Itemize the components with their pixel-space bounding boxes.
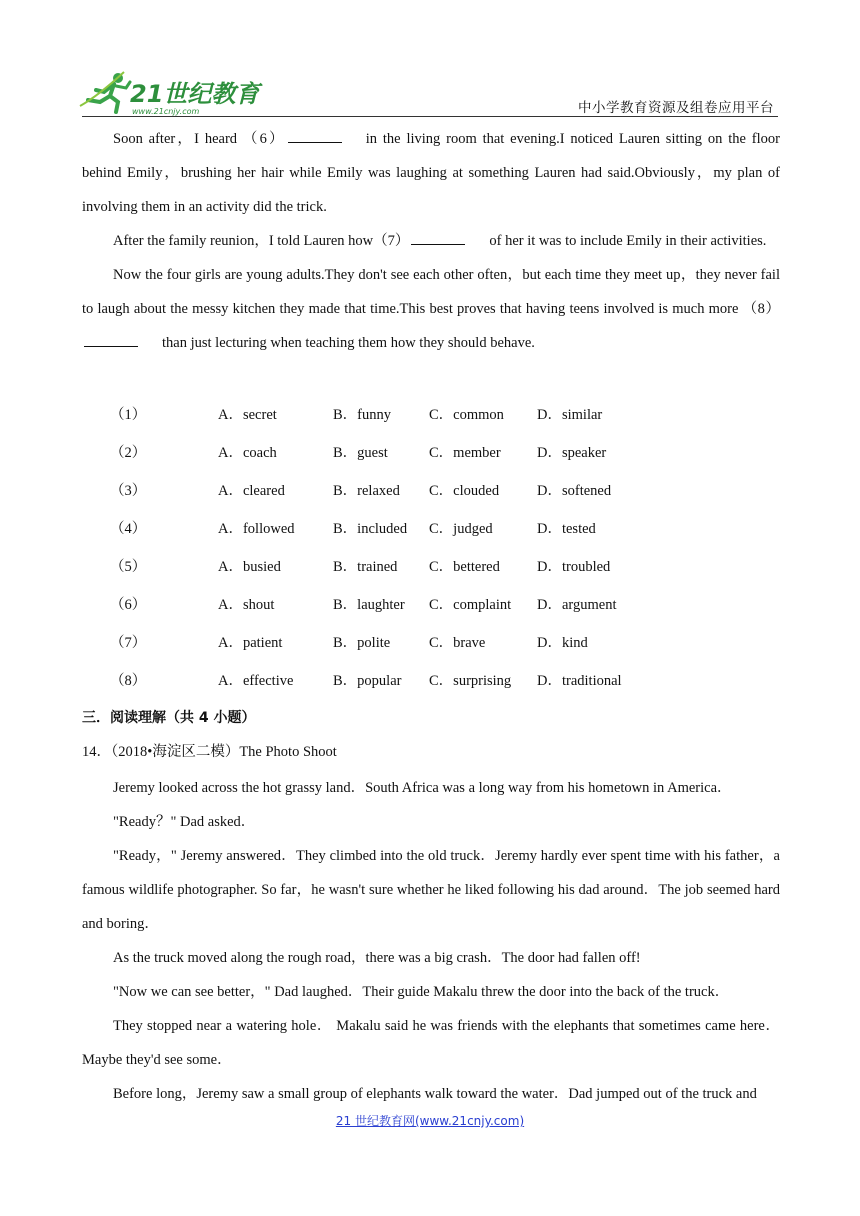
option-b: B．trained (333, 559, 398, 575)
option-number: （5） (110, 559, 147, 575)
page-content (82, 122, 780, 1111)
option-c: C．brave (429, 635, 486, 651)
option-d: D．argument (537, 597, 617, 613)
option-c: C．common (429, 407, 504, 423)
option-number: （2） (110, 445, 147, 461)
option-d: D．similar (537, 407, 603, 423)
option-c: C．clouded (429, 483, 500, 499)
logo-text: 21世纪教育 (130, 80, 260, 108)
option-a: A．followed (218, 521, 295, 537)
option-c: C．member (429, 445, 501, 461)
option-number: （7） (110, 635, 147, 651)
option-b: B．guest (333, 445, 388, 461)
page-footer (0, 1112, 860, 1129)
blank-7 (411, 230, 465, 245)
option-number: （8） (110, 673, 147, 689)
option-a: A．secret (218, 407, 277, 423)
logo-url: www.21cnjy.com (132, 107, 200, 116)
blank-8 (84, 332, 138, 347)
option-c: C．judged (429, 521, 493, 537)
option-d: D．troubled (537, 559, 611, 575)
option-row (82, 434, 780, 472)
option-a: A．shout (218, 597, 275, 613)
option-number: （3） (110, 483, 147, 499)
paragraph-7-end: of her it was to include Emily in their activities. (489, 233, 767, 249)
option-b: B．popular (333, 673, 402, 689)
option-b: B．relaxed (333, 483, 400, 499)
story-paragraph: "Now we can see better，" Dad laughed．Their guide Makalu threw the door into the back of the truck． (113, 984, 730, 1000)
question-title: 14．（2018•海淀区二模）The Photo Shoot (82, 744, 337, 760)
option-row (82, 548, 780, 586)
paragraph-7-start: After the family reunion，I told Lauren how（7） (113, 233, 410, 249)
option-d: D．kind (537, 635, 588, 651)
option-d: D．softened (537, 483, 612, 499)
runner-icon (80, 72, 130, 112)
footer-link[interactable]: 21 世纪教育网(www.21cnjy.com) (335, 1114, 525, 1128)
option-row (82, 624, 780, 662)
paragraph-6-start: Soon after，I heard （6） (113, 131, 286, 147)
page-header (0, 0, 860, 118)
option-a: A．busied (218, 559, 281, 575)
story-paragraph: They stopped near a watering hole． Makalu said he was friends with the elephants that sometimes came here．Maybe they'd see some． (82, 1018, 780, 1068)
paragraph-6-end: in the living room that evening.I noticed Lauren sitting on the floor behind Emily，brushing her hair while Emily was laughing at something Lauren had said.Obviously，my plan of involving them in an activity did the trick. (82, 131, 780, 215)
option-b: B．polite (333, 635, 391, 651)
option-d: D．tested (537, 521, 596, 537)
paragraph-6 (82, 122, 780, 224)
option-row (82, 662, 780, 700)
option-d: D．traditional (537, 673, 622, 689)
option-row (82, 586, 780, 624)
paragraph-8 (82, 258, 780, 360)
platform-title: 中小学教育资源及组卷应用平台 (578, 100, 774, 116)
story-paragraph: Jeremy looked across the hot grassy land．South Africa was a long way from his hometown in America． (113, 780, 732, 796)
option-a: A．patient (218, 635, 283, 651)
story-paragraph: As the truck moved along the rough road，there was a big crash．The door had fallen off! (113, 950, 641, 966)
paragraph-8-end: than just lecturing when teaching them how they should behave. (162, 335, 535, 351)
option-b: B．laughter (333, 597, 405, 613)
story-paragraph: "Ready？" Dad asked． (113, 814, 256, 830)
option-c: C．surprising (429, 673, 512, 689)
option-row (82, 472, 780, 510)
options-table (82, 396, 780, 700)
option-c: C．complaint (429, 597, 512, 613)
story-paragraph: Before long，Jeremy saw a small group of elephants walk toward the water．Dad jumped out of the truck and (113, 1086, 757, 1102)
option-a: A．effective (218, 673, 294, 689)
option-row (82, 396, 780, 434)
option-row (82, 510, 780, 548)
logo (78, 66, 268, 116)
paragraph-7 (82, 224, 780, 258)
option-number: （1） (110, 407, 147, 423)
paragraph-8-start: Now the four girls are young adults.They don't see each other often，but each time they meet up，they never fail to laugh about the messy kitchen they made that time.This best proves that having teens involved is much more （8） (82, 267, 780, 317)
option-number: （6） (110, 597, 147, 613)
option-number: （4） (110, 521, 147, 537)
option-d: D．speaker (537, 445, 607, 461)
option-a: A．coach (218, 445, 277, 461)
header-divider (82, 116, 778, 117)
blank-6 (288, 128, 342, 143)
option-b: B．funny (333, 407, 391, 423)
section-title: 三．阅读理解（共 4 小题） (82, 710, 256, 726)
option-b: B．included (333, 521, 408, 537)
story-paragraph: "Ready，" Jeremy answered．They climbed into the old truck．Jeremy hardly ever spent time with his father，a famous wildlife photographer. So far，he wasn't sure whether he liked following his dad around．The job seemed hard and boring． (82, 848, 780, 932)
option-c: C．bettered (429, 559, 500, 575)
option-a: A．cleared (218, 483, 285, 499)
